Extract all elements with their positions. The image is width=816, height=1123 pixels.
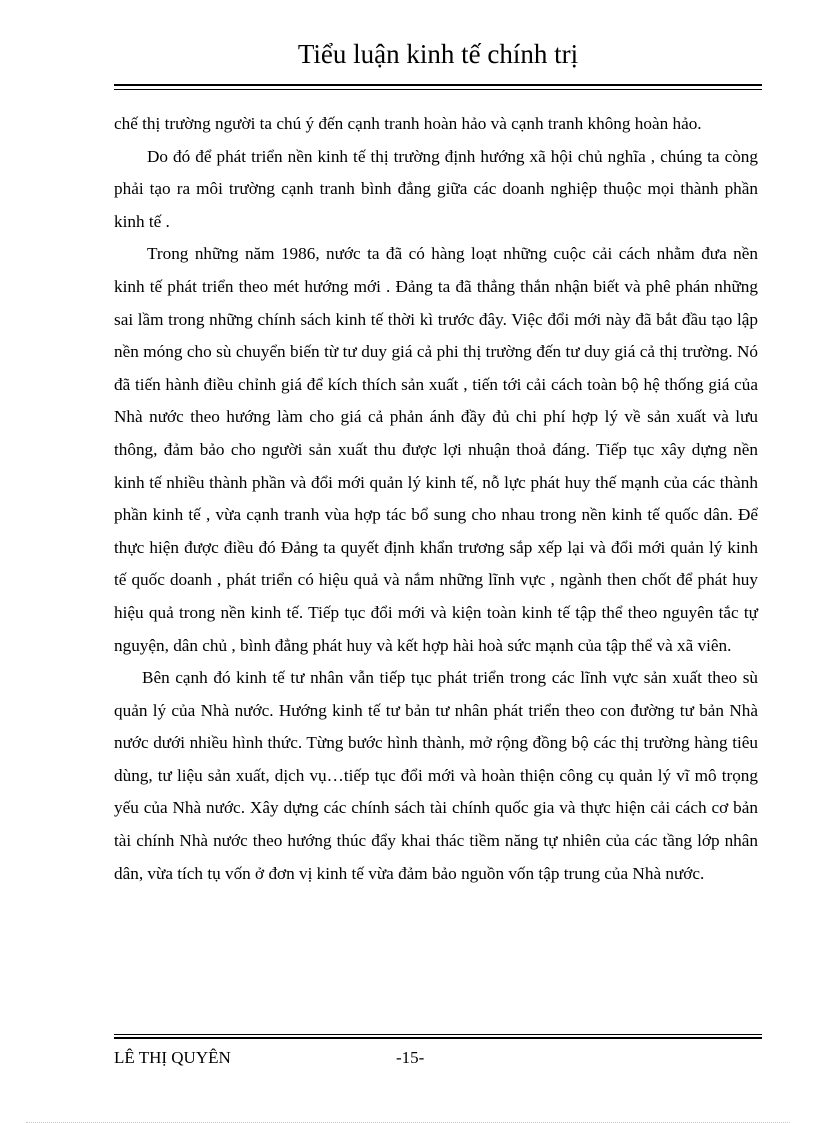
document-body <box>114 108 758 890</box>
header-rule-bottom <box>114 89 762 90</box>
footer-author: LÊ THỊ QUYÊN <box>114 1048 231 1067</box>
paragraph-4: Bên cạnh đó kinh tế tư nhân vẫn tiếp tục phát triển trong các lĩnh vực sản xuất theo sù quản lý của Nhà nước. Hướng kinh tế tư bản tư nhân phát triển theo con đường tư bản Nhà nước dưới nhiều hình thức. Từng bước hình thành, mở rộng đồng bộ các thị trường hàng tiêu dùng, tư liệu sản xuất, dịch vụ…tiếp tục đổi mới và hoàn thiện công cụ quản lý vĩ mô trọng yếu của Nhà nước. Xây dựng các chính sách tài chính quốc gia và thực hiện cải cách cơ bản tài chính Nhà nước theo hướng thúc đẩy khai thác tiềm năng tự nhiên của các tầng lớp nhân dân, vừa tích tụ vốn ở đơn vị kinh tế vừa đảm bảo nguồn vốn tập trung của Nhà nước. <box>114 668 758 883</box>
header-rule-top <box>114 84 762 86</box>
paragraph-3: Trong những năm 1986, nước ta đã có hàng loạt những cuộc cải cách nhằm đưa nền kinh tế phát triển theo mét hướng mới . Đảng ta đã thẳng thắn nhận biết và phê phán những sai lầm trong những chính sách kinh tế thời kì trước đây. Việc đổi mới này đã bắt đầu tạo lập nền móng cho sù chuyển biến từ tư duy giá cả phi thị trường đến tư duy giá cả thị trường. Nó đã tiến hành điều chỉnh giá để kích thích sản xuất , tiến tới cải cách toàn bộ hệ thống giá của Nhà nước theo hướng làm cho giá cả phản ánh đầy đủ chi phí hợp lý về sản xuất và lưu thông, đảm bảo cho người sản xuất thu được lợi nhuận thoả đáng. Tiếp tục xây dựng nền kinh tế nhiều thành phần và đổi mới quản lý kinh tế, nỗ lực phát huy thế mạnh của các thành phần kinh tế , vừa cạnh tranh vùa hợp tác bổ sung cho nhau trong nền kinh tế quốc dân. Để thực hiện được điều đó Đảng ta quyết định khẩn trương sắp xếp lại và đổi mới quản lý kinh tế quốc doanh , phát triển có hiệu quả và nắm những lĩnh vực , ngành then chốt để phát huy hiệu quả trong nền kinh tế. Tiếp tục đổi mới và kiện toàn kinh tế tập thể theo nguyên tắc tự nguyện, dân chủ , bình đẳng phát huy và kết hợp hài hoà sức mạnh của tập thể và xã viên. <box>114 244 758 655</box>
paragraph-2: Do đó để phát triển nền kinh tế thị trường định hướng xã hội chủ nghĩa , chúng ta còng phải tạo ra môi trường cạnh tranh bình đẳng giữa các doanh nghiệp thuộc mọi thành phần kinh tế . <box>114 146 758 231</box>
footer-page-number: -15- <box>396 1048 425 1067</box>
paragraph-1: chế thị trường người ta chú ý đến cạnh tranh hoàn hảo và cạnh tranh không hoàn hảo. <box>114 114 702 133</box>
footer-rule-bottom <box>114 1037 762 1039</box>
page-header-title: Tiểu luận kinh tế chính trị <box>297 39 579 69</box>
footer-rule-top <box>114 1034 762 1035</box>
